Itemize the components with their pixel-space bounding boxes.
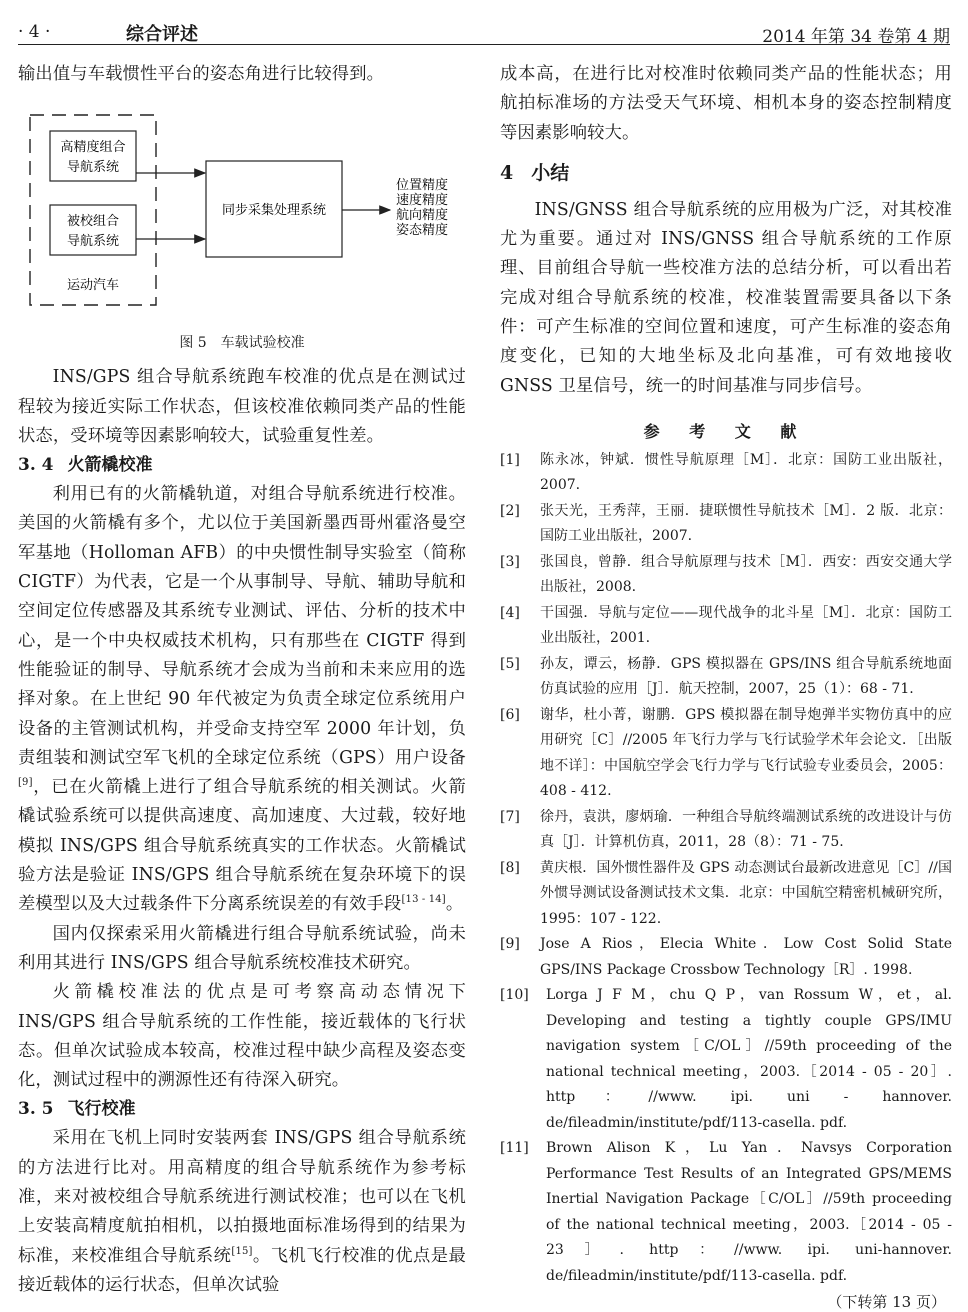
paragraph-summary: INS/GNSS 组合导航系统的应用极为广泛，对其校准尤为重要。通过对 INS/GNSS 组合导航系统的工作原理、目前组合导航一些校准方法的总结分析，可以看出若完成对组合导航系统的校准，校准装置需要具备以下条件：可产生标准的空间位置和速度，可产生标准的姿态角度变化，已知的大地坐标及北向基准，可有效地接收 GNSS 卫星信号，统一的时间基准与同步信号。 (500, 199, 952, 396)
paragraph-rocket-pros: 火箭橇校准法的优点是可考察高动态情况下 INS/GPS 组合导航系统的工作性能，接近载体的飞行状态。但单次试验成本较高，校准过程中缺少高程及姿态变化，测试过程中的溯源性还有待深入研究。 (18, 982, 466, 1091)
sync-label: 同步采集处理系统 (221, 203, 327, 219)
citation-9: [9] (18, 777, 33, 789)
section-4-heading (500, 158, 952, 188)
section-3-4-title: 火箭橇校准 (67, 455, 153, 476)
citation-15: [15] (231, 1245, 253, 1257)
section-3-4-number: 3. 4 (18, 455, 54, 476)
reference-number: [1] (500, 451, 520, 468)
figure-5 (18, 93, 466, 333)
calibrated-label-1: 被校组合 (66, 214, 120, 230)
paragraph-rocket-sled-a: 利用已有的火箭橇轨道，对组合导航系统进行校准。美国的火箭橇有多个，尤以位于美国新墨西哥州霍洛曼空军基地（Holloman AFB）的中央惯性制导实验室（简称 CIGTF）为代表，它是一个从事制导、导航、辅助导航和空间定位传感器及其系统专业测试、评估、分析的技术中心，是一个中央权威技术机构，只有那些在 CIGTF 得到性能验证的制导、导航系统才会成为当前和未来应用的选择对象。在上世纪 90 年代被定为负责全球定位系统用户设备的主管测试机构，并受命支持空军 2000 年计划，负责组装和测试空军飞机的全球定位系统（GPS）用户设备 (18, 484, 466, 768)
output-velocity: 速度精度 (396, 193, 449, 209)
reference-item (500, 856, 952, 933)
reference-item (500, 932, 952, 983)
reference-number: [7] (500, 808, 520, 825)
reference-list (500, 448, 952, 1290)
reference-number: [11] (500, 1140, 529, 1157)
paragraph-vehicle-pros: INS/GPS 组合导航系统跑车校准的优点是在测试过程较为接近实际工作状态，但该校准依赖同类产品的性能状态，受环境等因素影响较大，试验重复性差。 (18, 367, 466, 446)
reference-item (500, 983, 952, 1136)
figure-caption: 图 5 车载试验校准 (179, 335, 305, 352)
reference-text: 张国良，曾静．组合导航原理与技术［M］．西安：西安交通大学出版社，2008. (540, 553, 952, 596)
reference-item (500, 805, 952, 856)
left-column (18, 60, 466, 1300)
page-header (18, 14, 950, 45)
reference-number: [4] (500, 604, 520, 621)
reference-number: [2] (500, 502, 520, 519)
issue-label: 2014 年第 34 卷第 4 期 (762, 27, 950, 47)
reference-text: 陈永冰，钟斌．惯性导航原理［M］．北京：国防工业出版社，2007. (540, 451, 952, 494)
reference-item (500, 550, 952, 601)
reference-text: 黄庆根．国外惯性器件及 GPS 动态测试台最新改进意见［C］//国外惯导测试设备测试技术文集．北京：中国航空精密机械研究所，1995：107 - 122. (540, 859, 952, 927)
output-attitude: 姿态精度 (396, 223, 449, 239)
section-3-5-title: 飞行校准 (67, 1099, 136, 1120)
citation-13-14: [13 - 14] (401, 894, 446, 906)
reference-number: [8] (500, 859, 520, 876)
reference-text: Brown Alison K，Lu Yan．Navsys Corporation Performance Test Results of an Integrated GPS/MEMS Inertial Navigation Package［C/OL］//59th proceeding of the national technical meeting，2003.［2014 - 05 - 23］. http：//www. ipi. uni-hannover. de/fileadmin/institute/pdf/113-casella. pdf. (546, 1140, 952, 1284)
references-title: 参 考 文 献 (643, 421, 809, 441)
calibrated-label-2: 导航系统 (66, 234, 120, 250)
paragraph-rocket-sled-c: 。 (445, 894, 464, 915)
reference-text: 谢华，杜小菁，谢鹏．GPS 模拟器在制导炮弹半实物仿真中的应用研究［C］//2005 年飞行力学与飞行试验学术年会论文．［出版地不详］：中国航空学会飞行力学与飞行试验专业委员会，2005：408 - 412. (540, 706, 952, 800)
output-heading: 航向精度 (396, 208, 449, 224)
reference-number: [9] (500, 936, 520, 953)
section-label: 综合评述 (126, 24, 198, 45)
paragraph-continued: 成本高，在进行比对校准时依赖同类产品的性能状态；用航拍标准场的方法受天气环境、相机本身的姿态控制精度等因素影响较大。 (500, 64, 952, 143)
reference-number: [5] (500, 655, 520, 672)
paragraph-flight (18, 1124, 466, 1300)
reference-item (500, 601, 952, 652)
output-position: 位置精度 (396, 178, 449, 194)
reference-item (500, 1136, 952, 1289)
paragraph-rocket-sled-b: ，已在火箭橇上进行了组合导航系统的相关测试。火箭橇试验系统可以提供高速度、高加速度、大过载，较好地模拟 INS/GPS 组合导航系统真实的工作状态。火箭橇试验方法是验证 INS/GPS 组合导航系统在复杂环境下的误差模型以及大过载条件下分离系统误差的有效手段 (18, 777, 466, 915)
intro-line: 输出值与车载惯性平台的姿态角进行比较得到。 (18, 64, 385, 84)
reference-item (500, 652, 952, 703)
reference-item (500, 499, 952, 550)
continued-note: （下转第 13 页） (827, 1293, 946, 1312)
reference-text: Jose A Rios，Elecia White．Low Cost Solid State GPS/INS Package Crossbow Technology［R］. 1998. (540, 936, 952, 978)
high-precision-label-1: 高精度组合 (60, 140, 126, 156)
high-precision-label-2: 导航系统 (66, 160, 120, 176)
reference-number: [10] (500, 987, 529, 1004)
paragraph-flight-a: 采用在飞机上同时安装两套 INS/GPS 组合导航系统的方法进行比对。用高精度的组合导航系统作为参考标准，来对被校组合导航系统进行测试校准；也可以在飞机上安装高精度航拍相机，以拍摄地面标准场得到的结果为标准，来校准组合导航系统 (18, 1128, 466, 1266)
reference-item (500, 448, 952, 499)
paragraph-domestic: 国内仅探索采用火箭橇进行组合导航系统试验，尚未利用其进行 INS/GPS 组合导航系统校准技术研究。 (18, 923, 466, 973)
section-4-number: 4 (500, 161, 514, 184)
page-number: · 4 · (18, 22, 51, 42)
reference-text: 干国强．导航与定位——现代战争的北斗星［M］．北京：国防工业出版社，2001. (540, 604, 952, 647)
section-3-5-number: 3. 5 (18, 1099, 54, 1120)
paragraph-flight-b: 。飞机飞行校准的优点是最接近载体的运行状态，但单次试验 (18, 1245, 466, 1295)
reference-number: [3] (500, 553, 520, 570)
reference-item (500, 703, 952, 805)
reference-text: 张天光，王秀萍，王丽．捷联惯性导航技术［M］．2 版．北京：国防工业出版社，2007. (540, 502, 952, 545)
reference-text: 徐丹，袁洪，廖炳瑜．一种组合导航终端测试系统的改进设计与仿真［J］．计算机仿真，2011，28（8）：71 - 75. (540, 808, 952, 851)
section-3-5-heading (18, 1095, 466, 1124)
figure-5-diagram (18, 93, 466, 333)
vehicle-label: 运动汽车 (66, 278, 120, 294)
section-3-4-heading (18, 451, 466, 480)
section-4-title: 小结 (531, 161, 570, 184)
reference-text: Lorga J F M，chu Q P，van Rossum W，et，al. Developing and testing a tightly couple GPS/IMU navigation system［C/OL］//59th proceeding of the national technical meeting，2003.［2014 - 05 - 20］. http：//www. ipi. uni - hannover. de/fileadmin/institute/pdf/113-casella. pdf. (546, 987, 952, 1131)
paragraph-rocket-sled (18, 480, 466, 919)
right-column (500, 60, 952, 1312)
reference-number: [6] (500, 706, 520, 723)
reference-text: 孙友，谭云，杨静．GPS 模拟器在 GPS/INS 组合导航系统地面仿真试验的应用［J］．航天控制，2007，25（1）：68 - 71. (540, 655, 952, 698)
